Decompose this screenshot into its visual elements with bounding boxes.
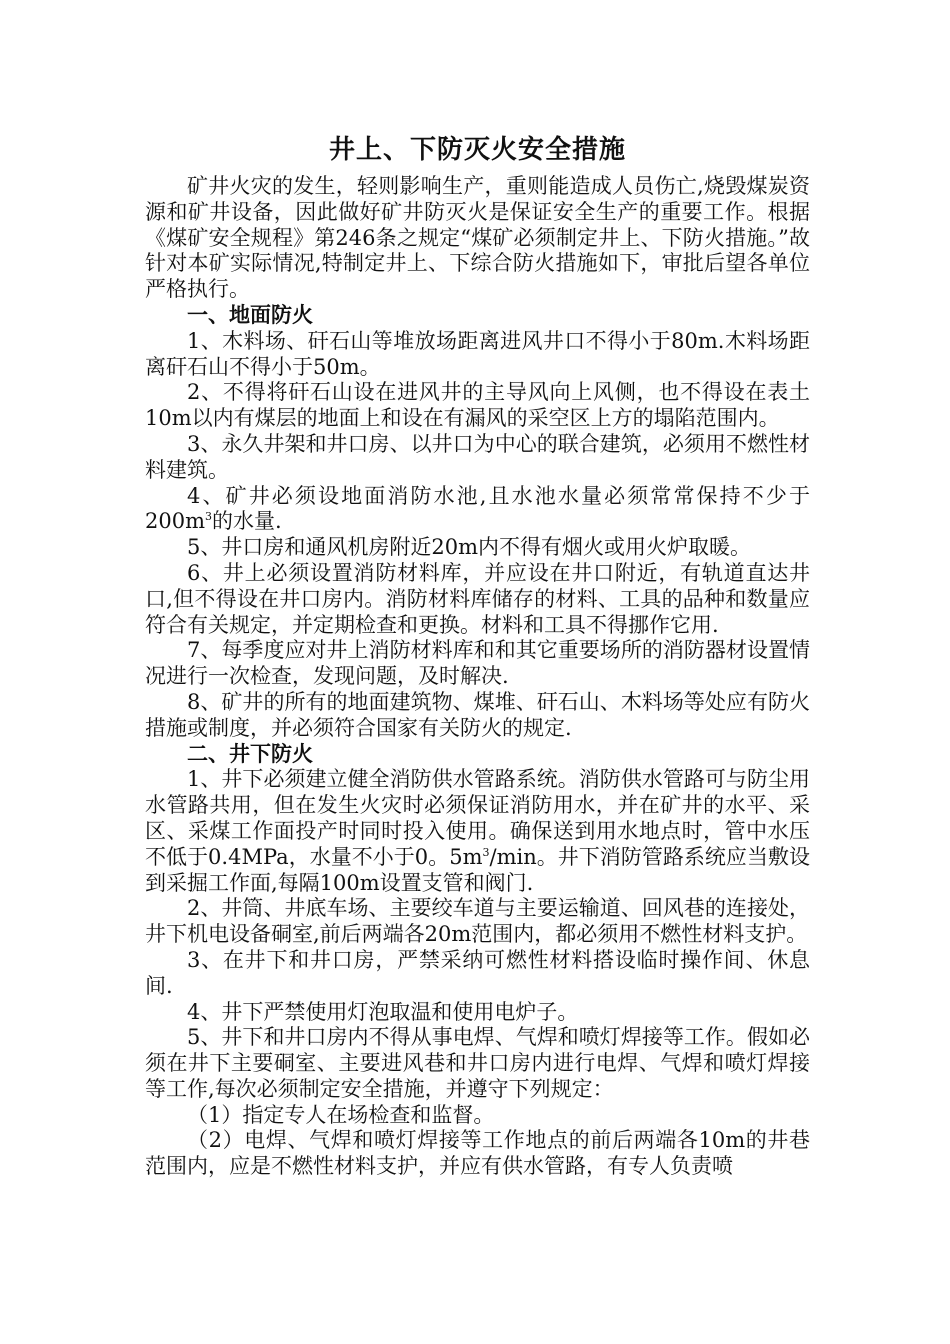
superscript-three: 3	[482, 845, 490, 859]
surface-item-2: 2、不得将矸石山设在进风井的主导风向上风侧，也不得设在表土10m以内有煤层的地面上和设在有漏风的采空区上方的塌陷范围内。	[145, 380, 810, 431]
underground-item-2: 2、井筒、井底车场、主要绞车道与主要运输道、回风巷的连接处，井下机电设备硐室,前后两端各20m范围内，都必须用不燃性材料支护。	[145, 896, 810, 947]
underground-item-1-tail: /min。井下消防管路系统应当敷设到采掘工作面,每隔100m设置支管和阀门.	[145, 844, 810, 895]
underground-item-1-text: 1、井下必须建立健全消防供水管路系统。消防供水管路可与防尘用水管路共用，但在发生火灾时必须保证消防用水，并在矿井的水平、采区、采煤工作面投产时同时投入使用。确保送到用水地点时，管中水压不低于0.4MPa，水量不小于0。5m	[145, 767, 810, 869]
section-heading-underground: 二、井下防火	[187, 741, 313, 766]
superscript-three: 3	[205, 510, 212, 524]
surface-item-5: 5、井口房和通风机房附近20m内不得有烟火或用火炉取暖。	[187, 535, 751, 560]
intro-paragraph: 矿井火灾的发生，轻则影响生产，重则能造成人员伤亡,烧毁煤炭资源和矿井设备，因此做好矿井防灭火是保证安全生产的重要工作。根据《煤矿安全规程》第246条之规定“煤矿必须制定井上、下防火措施。”故针对本矿实际情况,特制定井上、下综合防火措施如下，审批后望各单位严格执行。	[145, 174, 810, 302]
underground-item-4: 4、井下严禁使用灯泡取温和使用电炉子。	[187, 999, 579, 1024]
surface-item-1: 1、木料场、矸石山等堆放场距离进风井口不得小于80m.木料场距离矸石山不得小于50m。	[145, 328, 810, 379]
underground-subitem-1: （1）指定专人在场检查和监督。	[187, 1102, 495, 1127]
underground-item-5: 5、井下和井口房内不得从事电焊、气焊和喷灯焊接等工作。假如必须在井下主要硐室、主要进风巷和井口房内进行电焊、气焊和喷灯焊接等工作,每次必须制定安全措施，并遵守下列规定：	[145, 1025, 810, 1101]
surface-item-6: 6、井上必须设置消防材料库，并应设在井口附近，有轨道直达井口,但不得设在井口房内。消防材料库储存的材料、工具的品种和数量应符合有关规定，并定期检查和更换。材料和工具不得挪作它用.	[145, 560, 810, 637]
surface-item-4-text: 4、矿井必须设地面消防水池,且水池水量必须常常保持不少于200m	[145, 483, 810, 534]
surface-item-8: 8、矿井的所有的地面建筑物、煤堆、矸石山、木料场等处应有防火措施或制度，并必须符合国家有关防火的规定.	[145, 689, 810, 740]
surface-item-7: 7、每季度应对井上消防材料库和和其它重要场所的消防器材设置情况进行一次检查，发现问题，及时解决.	[145, 638, 810, 689]
document-title: 井上、下防灭火安全措施	[328, 135, 626, 165]
surface-item-4-tail: 的水量.	[212, 509, 282, 534]
underground-item-3: 3、在井下和井口房，严禁采纳可燃性材料搭设临时操作间、休息间.	[145, 947, 810, 998]
surface-item-4	[145, 484, 810, 536]
document-page	[145, 128, 810, 1180]
underground-subitem-2: （2）电焊、气焊和喷灯焊接等工作地点的前后两端各10m的井巷范围内，应是不燃性材料支护，并应有供水管路，有专人负责喷	[145, 1128, 810, 1179]
section-heading-surface: 一、地面防火	[187, 302, 313, 327]
surface-item-3: 3、永久井架和井口房、以井口为中心的联合建筑，必须用不燃性材料建筑。	[145, 431, 810, 482]
underground-item-1	[145, 767, 810, 896]
